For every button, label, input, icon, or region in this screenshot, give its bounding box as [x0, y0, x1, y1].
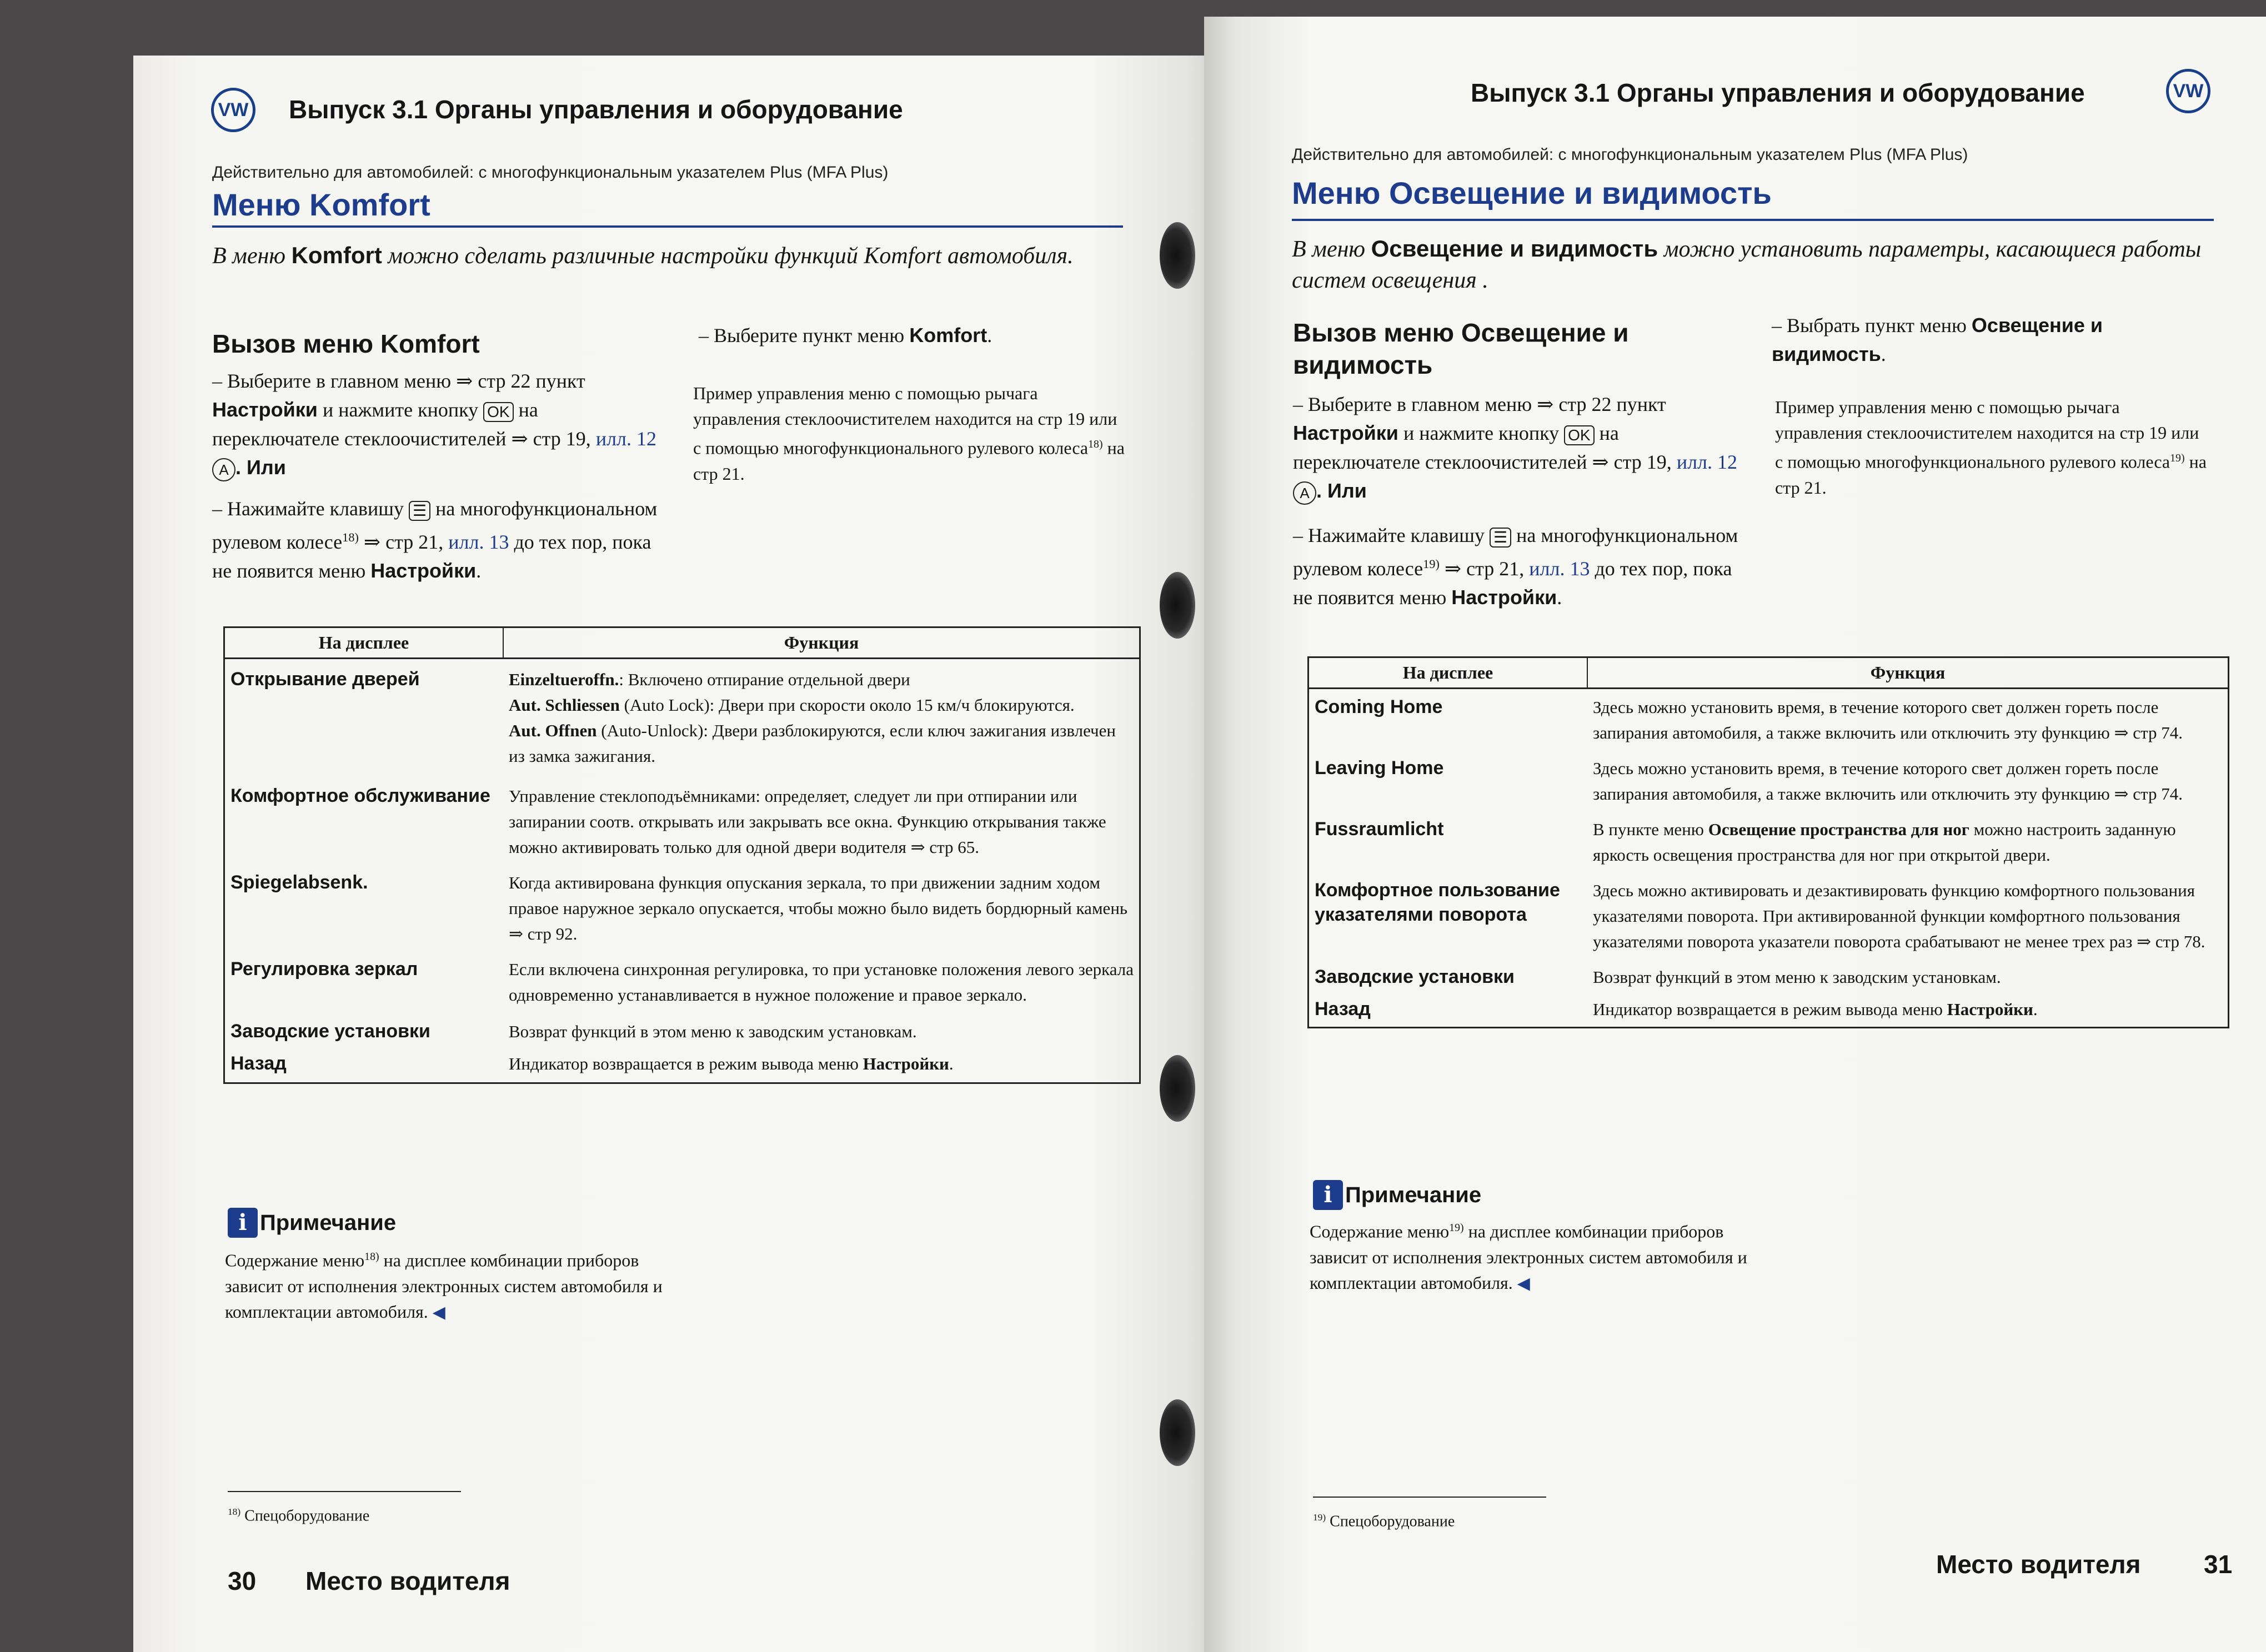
note-heading: i Примечание — [228, 1208, 396, 1238]
row-key: Регулировка зеркал — [230, 958, 418, 980]
note-heading: i Примечание — [1313, 1180, 1481, 1210]
row-value: Если включена синхронная регулировка, то при установке положения левого зеркала одновременно устанавливается в нужное положение и правое зеркало. — [509, 960, 1134, 1005]
step-1: – Выберите в главном меню ⇒ стр 22 пункт Настройки и нажмите кнопку OK на переключателе стеклоочистителей ⇒ стр 19, илл. 12 A . Или — [212, 366, 668, 482]
table-row — [224, 659, 1140, 773]
table-row — [224, 863, 1140, 950]
row-key: Назад — [1315, 998, 1371, 1020]
step-1: – Выберите в главном меню ⇒ стр 22 пункт Настройки и нажмите кнопку OK на переключателе стеклоочистителей ⇒ стр 19, илл. 12 A . Или — [1293, 390, 1748, 505]
row-key: Leaving Home — [1315, 757, 1444, 779]
row-value: Возврат функций в этом меню к заводским установкам. — [1593, 967, 2001, 987]
ok-button-icon: OK — [483, 402, 513, 422]
note-text: Содержание меню$^{19)}$ на дисплее комбинации приборов зависит от исполнения электронных систем автомобиля и комплектации автомобиля. ◀ — [1310, 1221, 1747, 1293]
vw-logo: VW — [2166, 69, 2210, 113]
row-key: Комфортное пользование указателями поворота — [1315, 880, 1560, 925]
step-2: – Нажимайте клавишу ☰ на многофункциональном рулевом колесе$^{19)}$ ⇒ стр 21, илл. 13 до тех пор, пока не появится меню Настройки. — [1293, 524, 1738, 609]
lighting-table — [1307, 656, 2229, 1028]
footnote-rule — [1313, 1497, 1546, 1498]
column-header: Функция — [503, 627, 1140, 659]
vw-logo: VW — [211, 88, 255, 132]
row-key: Комфортное обслуживание — [230, 785, 490, 806]
call-menu-title: Вызов меню Освещение и видимость — [1293, 318, 1629, 379]
left-page — [133, 56, 1222, 1652]
table-row — [224, 950, 1140, 1011]
row-key: Заводские установки — [230, 1021, 430, 1042]
figure-link[interactable]: илл. 13 — [448, 531, 509, 553]
table-row — [224, 1048, 1140, 1083]
menu-title: Меню Komfort — [212, 187, 430, 222]
example-text: Пример управления меню с помощью рычага управления стеклоочистителем находится на стр 19 или с помощью многофункционального рулевого колеса$^{18)}$ на стр 21. — [693, 383, 1125, 484]
example-text: Пример управления меню с помощью рычага управления стеклоочистителем находится на стр 19 или с помощью многофункционального рулевого колеса$^{19)}$ на стр 21. — [1775, 397, 2207, 498]
column-header: На дисплее — [1309, 657, 1588, 689]
row-value: Здесь можно активировать и дезактивировать функцию комфортного пользования указателями поворота. При активированной функции комфортного пользования указателями поворота указатели поворота срабатывают не менее трех раз ⇒ стр 78. — [1593, 881, 2205, 951]
table-row — [1309, 749, 2229, 810]
section-title: Место водителя — [1936, 1550, 2141, 1579]
table-row — [1309, 993, 2229, 1028]
page-header: Выпуск 3.1 Органы управления и оборудование — [1471, 78, 2085, 107]
page-number: 31 — [2204, 1550, 2233, 1579]
row-key: Coming Home — [1315, 696, 1443, 717]
row-key: Назад — [230, 1053, 287, 1074]
callout-a-icon: A — [212, 458, 235, 481]
row-value: Когда активирована функция опускания зеркала, то при движении задним ходом правое наружное зеркало опускается, чтобы можно было видеть бордюрный камень ⇒ стр 92. — [509, 873, 1128, 943]
table-row — [1309, 810, 2229, 871]
footnote: $^{19)}$ Спецоборудование — [1313, 1512, 1455, 1530]
title-rule — [212, 225, 1123, 228]
binder-hole — [1160, 222, 1195, 289]
right-page — [1204, 17, 2266, 1652]
row-key: Заводские установки — [1315, 966, 1515, 987]
row-value: Здесь можно установить время, в течение которого свет должен гореть после запирания автомобиля, а также включить или отключить эту функцию ⇒ стр 74. — [1593, 759, 2183, 804]
step-3: – Выберите пункт меню Komfort. — [699, 324, 992, 347]
intro-text: В меню Освещение и видимость можно установить параметры, касающиеся работы систем освещения . — [1292, 235, 2202, 293]
table-row — [1309, 871, 2229, 958]
step-3: – Выбрать пункт меню Освещение и видимость. — [1772, 314, 2103, 365]
footnote: $^{18)}$ Спецоборудование — [228, 1507, 370, 1525]
binder-hole — [1160, 1399, 1195, 1466]
page-header: Выпуск 3.1 Органы управления и оборудование — [289, 95, 903, 124]
figure-link[interactable]: илл. 12 — [595, 428, 657, 450]
table-row — [224, 772, 1140, 863]
info-icon: i — [1313, 1180, 1343, 1210]
callout-a-icon: A — [1293, 481, 1316, 505]
row-key: Fussraumlicht — [1315, 819, 1444, 840]
row-value: В пункте меню Освещение пространства для ног можно настроить заданную яркость освещения пространства для ног при открытой двери. — [1593, 820, 2176, 865]
table-row — [224, 1011, 1140, 1048]
info-icon: i — [228, 1208, 258, 1238]
binder-hole — [1160, 572, 1195, 639]
step-2: – Нажимайте клавишу ☰ на многофункциональном рулевом колесе$^{18)}$ ⇒ стр 21, илл. 13 до тех пор, пока не появится меню Настройки. — [212, 498, 658, 582]
back-arrow-icon: ◀ — [432, 1303, 445, 1322]
validity-note: Действительно для автомобилей: с многофункциональным указателем Plus (MFA Plus) — [212, 163, 889, 182]
komfort-table — [223, 626, 1141, 1084]
footnote-rule — [228, 1491, 461, 1492]
row-value: Einzeltueroffn.: Включено отпирание отдельной двери Aut. Schliessen (Auto Lock): Двери при скорости около 15 км/ч блокируются. Aut. Offnen (Auto-Unlock): Двери разблокируются, если ключ зажигания извлечен из замка зажигания. — [509, 670, 1116, 766]
table-row — [1309, 958, 2229, 993]
figure-link[interactable]: илл. 12 — [1676, 451, 1738, 473]
back-arrow-icon: ◀ — [1517, 1274, 1530, 1293]
section-title: Место водителя — [305, 1566, 510, 1595]
row-key: Spiegelabsenk. — [230, 872, 368, 893]
menu-title: Меню Освещение и видимость — [1292, 175, 1772, 210]
column-header: На дисплее — [224, 627, 504, 659]
row-value: Индикатор возвращается в режим вывода меню Настройки. — [1593, 1000, 2038, 1019]
call-menu-title: Вызов меню Komfort — [212, 329, 480, 358]
figure-link[interactable]: илл. 13 — [1529, 558, 1590, 580]
menu-key-icon: ☰ — [409, 501, 430, 521]
note-text: Содержание меню$^{18)}$ на дисплее комбинации приборов зависит от исполнения электронных систем автомобиля и комплектации автомобиля. ◀ — [225, 1250, 663, 1322]
row-value: Возврат функций в этом меню к заводским установкам. — [509, 1022, 917, 1041]
page-number: 30 — [228, 1566, 257, 1595]
validity-note: Действительно для автомобилей: с многофункциональным указателем Plus (MFA Plus) — [1292, 145, 1968, 164]
row-value: Индикатор возвращается в режим вывода меню Настройки. — [509, 1054, 954, 1073]
title-rule — [1292, 219, 2214, 221]
binder-hole — [1160, 1055, 1195, 1122]
menu-key-icon: ☰ — [1490, 528, 1511, 548]
row-value: Управление стеклоподъёмниками: определяет, следует ли при отпирании или запирании соотв. открывать или закрывать все окна. Функцию открывания также можно активировать только для одной двери водителя ⇒ стр 65. — [509, 786, 1106, 857]
ok-button-icon: OK — [1564, 425, 1594, 445]
column-header: Функция — [1587, 657, 2229, 689]
row-value: Здесь можно установить время, в течение которого свет должен гореть после запирания автомобиля, а также включить или отключить эту функцию ⇒ стр 74. — [1593, 697, 2183, 742]
row-key: Открывание дверей — [230, 669, 420, 690]
intro-text: В меню Komfort можно сделать различные настройки функций Komfort автомобиля. — [212, 242, 1074, 269]
table-row — [1309, 689, 2229, 750]
